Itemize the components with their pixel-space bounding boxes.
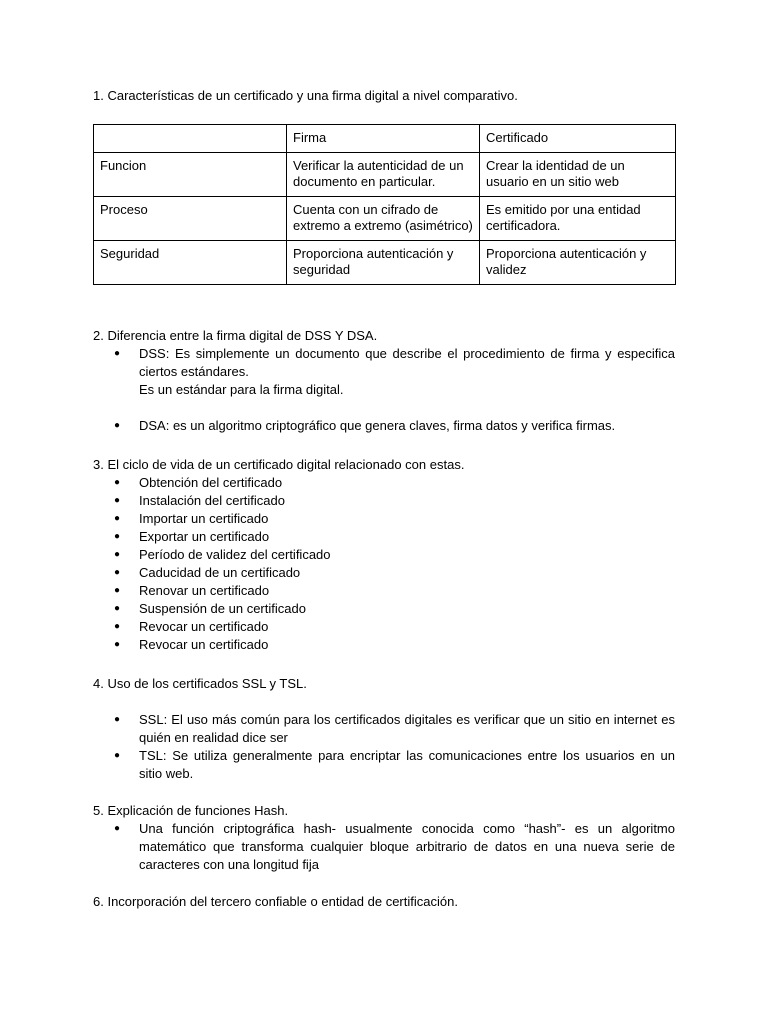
table-row: [94, 153, 676, 197]
table-row-label: Seguridad: [94, 241, 287, 285]
list-item: [93, 492, 675, 510]
table-header-cell: Firma: [287, 125, 480, 153]
list-item-text: DSA: es un algoritmo criptográfico que genera claves, firma datos y verifica firmas.: [139, 418, 616, 433]
list-item-text: DSS: Es simplemente un documento que describe el procedimiento de firma y especifica ciertos estándares.: [139, 346, 675, 379]
section-3-heading: 3. El ciclo de vida de un certificado digital relacionado con estas.: [93, 457, 465, 472]
section-5-heading: 5. Explicación de funciones Hash.: [93, 803, 289, 818]
bullet-icon: ●: [114, 639, 121, 650]
list-item-text: Instalación del certificado: [139, 493, 285, 508]
list-item-text: Período de validez del certificado: [139, 547, 331, 562]
table-cell: Proporciona autenticación y validez: [480, 241, 676, 285]
table-cell: Cuenta con un cifrado de extremo a extremo (asimétrico): [287, 197, 480, 241]
table-header-cell: [94, 125, 287, 153]
list-item: [93, 417, 675, 435]
bullet-icon: ●: [114, 603, 121, 614]
section-5: [93, 802, 675, 874]
bullet-icon: ●: [114, 714, 121, 725]
list-item-text: Obtención del certificado: [139, 475, 283, 490]
section-1-heading: 1. Características de un certificado y una firma digital a nivel comparativo.: [93, 88, 518, 103]
table-cell: Es emitido por una entidad certificadora.: [480, 197, 676, 241]
hash-list: [93, 820, 675, 874]
table-row: [94, 241, 676, 285]
list-item: [93, 528, 675, 546]
table-cell: Verificar la autenticidad de un documento en particular.: [287, 153, 480, 197]
table-cell: Crear la identidad de un usuario en un sitio web: [480, 153, 676, 197]
bullet-icon: ●: [114, 750, 121, 761]
dss-dsa-list: [93, 345, 675, 381]
list-item-text: TSL: Se utiliza generalmente para encriptar las comunicaciones entre los usuarios en un sitio web.: [139, 748, 675, 781]
table-header-row: [94, 125, 676, 153]
list-item: [93, 711, 675, 747]
section-4: [93, 675, 675, 783]
list-item: [93, 600, 675, 618]
list-item-text: Renovar un certificado: [139, 583, 270, 598]
list-item-text: SSL: El uso más común para los certificados digitales es verificar que un sitio en internet es quién en realidad dice ser: [139, 712, 675, 745]
section-4-heading: 4. Uso de los certificados SSL y TSL.: [93, 676, 307, 691]
section-3: [93, 456, 675, 654]
lifecycle-list: [93, 474, 675, 654]
list-item-text: Revocar un certificado: [139, 619, 269, 634]
list-item: [93, 618, 675, 636]
ssl-tsl-list: [93, 711, 675, 783]
bullet-icon: ●: [114, 495, 121, 506]
bullet-icon: ●: [114, 567, 121, 578]
section-2-heading: 2. Diferencia entre la firma digital de DSS Y DSA.: [93, 328, 378, 343]
table-row-label: Proceso: [94, 197, 287, 241]
list-item: [93, 474, 675, 492]
bullet-icon: ●: [114, 477, 121, 488]
bullet-icon: ●: [114, 621, 121, 632]
table-row: [94, 197, 676, 241]
comparison-table: [93, 124, 676, 285]
list-item-text: Caducidad de un certificado: [139, 565, 301, 580]
table-cell: Proporciona autenticación y seguridad: [287, 241, 480, 285]
list-item: [93, 582, 675, 600]
list-item-text: Revocar un certificado: [139, 637, 269, 652]
section-6: [93, 893, 675, 911]
bullet-icon: ●: [114, 348, 121, 359]
section-2: [93, 327, 675, 435]
bullet-icon: ●: [114, 420, 121, 431]
section-6-heading: 6. Incorporación del tercero confiable o entidad de certificación.: [93, 894, 458, 909]
list-item: [93, 546, 675, 564]
bullet-icon: ●: [114, 585, 121, 596]
bullet-icon: ●: [114, 823, 121, 834]
bullet-icon: ●: [114, 549, 121, 560]
table-header-cell: Certificado: [480, 125, 676, 153]
list-item: [93, 747, 675, 783]
dss-dsa-list-2: [93, 417, 675, 435]
list-item: [93, 636, 675, 654]
list-item: [93, 345, 675, 381]
list-item-text: Importar un certificado: [139, 511, 269, 526]
bullet-icon: ●: [114, 531, 121, 542]
list-item: [93, 820, 675, 874]
list-item-text: Una función criptográfica hash- usualmente conocida como “hash”- es un algoritmo matemático que transforma cualquier bloque arbitrario de datos en una nueva serie de caracteres con una longitud fija: [139, 821, 675, 872]
list-item: [93, 510, 675, 528]
table-row-label: Funcion: [94, 153, 287, 197]
list-item: [93, 564, 675, 582]
bullet-icon: ●: [114, 513, 121, 524]
list-item-text: Suspensión de un certificado: [139, 601, 306, 616]
list-item-continuation: Es un estándar para la firma digital.: [139, 382, 344, 397]
section-1: [93, 87, 675, 105]
list-item-text: Exportar un certificado: [139, 529, 270, 544]
